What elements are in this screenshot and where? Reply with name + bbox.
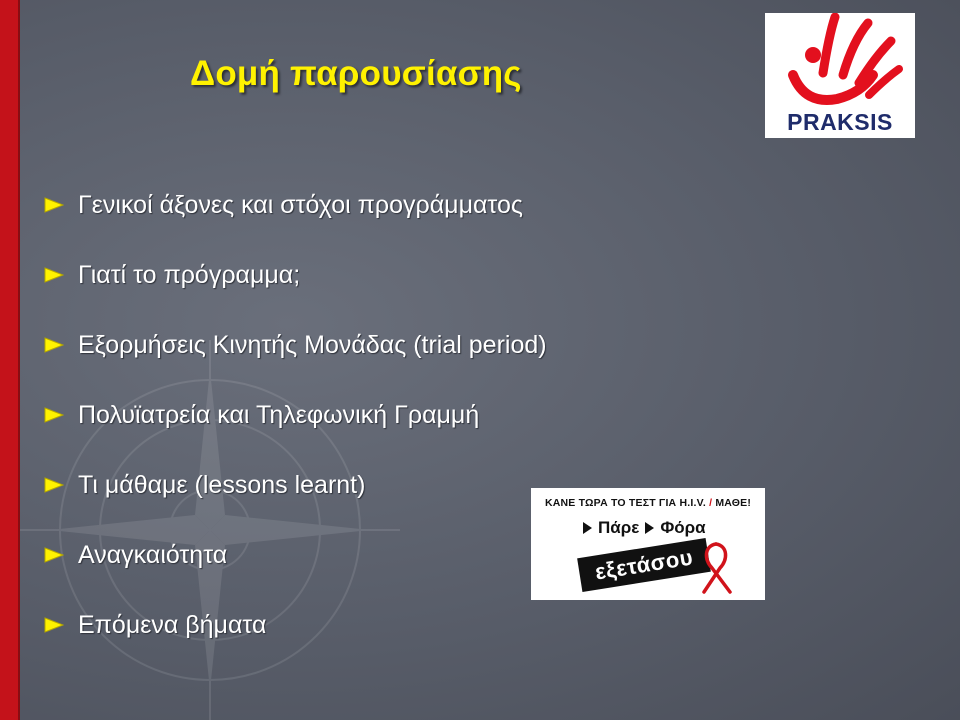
- bullet-item: [44, 380, 547, 450]
- bullet-arrow-icon: [44, 545, 70, 565]
- campaign-slogan: [583, 518, 706, 538]
- bullet-item: [44, 170, 547, 240]
- bullet-text: Τι μάθαμε (lessons learnt): [78, 470, 366, 499]
- bullet-list: [44, 170, 547, 660]
- campaign-word-1: Πάρε: [598, 518, 640, 537]
- praksis-logo: [765, 13, 915, 138]
- praksis-wordmark: PRAKSIS: [787, 109, 893, 135]
- bullet-text: Αναγκαιότητα: [78, 540, 228, 569]
- campaign-headline-main: ΚΑΝΕ ΤΩΡΑ ΤΟ ΤΕΣΤ ΓΙΑ Η.Ι.V.: [544, 497, 706, 509]
- bullet-text: Γενικοί άξονες και στόχοι προγράμματος: [78, 190, 523, 219]
- bullet-arrow-icon: [44, 475, 70, 495]
- bullet-item: [44, 310, 547, 380]
- bullet-text: Εξορμήσεις Κινητής Μονάδας (trial period): [78, 330, 547, 359]
- bullet-arrow-icon: [44, 265, 70, 285]
- left-accent-bar: [0, 0, 18, 720]
- praksis-hand-logo-icon: [765, 13, 915, 108]
- bullet-item: [44, 590, 547, 660]
- bullet-text: Επόμενα βήματα: [78, 610, 267, 639]
- campaign-headline-separator: /: [709, 497, 713, 509]
- bullet-arrow-icon: [44, 335, 70, 355]
- campaign-headline: [531, 497, 765, 509]
- campaign-banner: [531, 488, 765, 600]
- campaign-word-2: Φόρα: [660, 518, 706, 537]
- bullet-text: Πολυϊατρεία και Τηλεφωνική Γραμμή: [78, 400, 480, 429]
- campaign-band-text: εξετάσου: [593, 544, 695, 585]
- bullet-text: Γιατί το πρόγραμμα;: [78, 260, 301, 289]
- slide-title: Δομή παρουσίασης: [190, 54, 522, 93]
- bullet-item: [44, 240, 547, 310]
- bullet-item: [44, 520, 547, 590]
- campaign-band: [577, 538, 711, 592]
- bullet-item: [44, 450, 547, 520]
- bullet-arrow-icon: [44, 195, 70, 215]
- bullet-arrow-icon: [44, 615, 70, 635]
- campaign-headline-end: ΜΑΘΕ!: [715, 497, 752, 509]
- red-ribbon-icon: [696, 540, 746, 596]
- bullet-arrow-icon: [44, 405, 70, 425]
- play-triangle-icon: [583, 522, 592, 534]
- play-triangle-icon: [645, 522, 654, 534]
